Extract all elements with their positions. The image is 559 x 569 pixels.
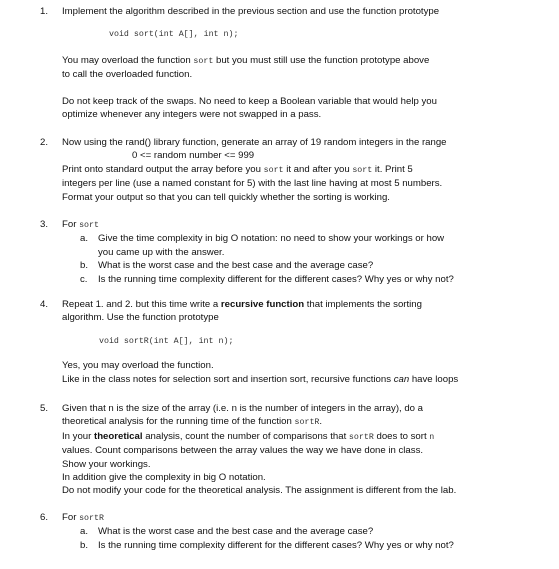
item-2-text: Now using the rand() library function, generate an array of 19 random integers in the range xyxy=(62,137,447,148)
do-not-modify-note: Do not modify your code for the theoretical analysis. The assignment is different from the lab. xyxy=(62,485,457,497)
item-number: 1. xyxy=(40,6,49,17)
print-instructions-cont: integers per line (use a named constant for 5) with the last line having at most 5 numbers. xyxy=(62,178,443,190)
sub-item-b: b. What is the worst case and the best case and the average case? xyxy=(80,260,374,272)
item-5-text-cont: theoretical analysis for the running time of the function sortR. xyxy=(62,416,323,428)
item-number: 4. xyxy=(40,299,49,310)
item-1-text: Implement the algorithm described in the previous section and use the function prototype xyxy=(62,6,440,17)
print-instructions: Print onto standard output the array before you sort it and after you sort it. Print 5 xyxy=(62,163,413,175)
item-number: 2. xyxy=(40,137,49,148)
item-4-text-cont: algorithm. Use the function prototype xyxy=(62,312,219,324)
overload-allowed-note: Yes, you may overload the function. xyxy=(62,360,214,372)
show-workings-note: Show your workings. xyxy=(62,458,151,470)
swaps-note-cont: optimize whenever any integers were not swapped in a pass. xyxy=(62,109,322,121)
item-3-text: For sort xyxy=(62,219,99,230)
sub-item-b: b. Is the running time complexity different for the different cases? Why yes or why not? xyxy=(80,539,454,551)
swaps-note: Do not keep track of the swaps. No need to keep a Boolean variable that would help you xyxy=(62,95,437,107)
sub-item-a: a. Give the time complexity in big O notation: no need to show your workings or how xyxy=(80,233,445,245)
range-condition: 0 <= random number <= 999 xyxy=(132,150,255,162)
sort-prototype-code: void sort(int A[], int n); xyxy=(109,30,239,40)
loops-note: Like in the class notes for selection sort and insertion sort, recursive functions can have loops xyxy=(62,373,459,385)
item-4-text: Repeat 1. and 2. but this time write a recursive function that implements the sorting xyxy=(62,299,422,310)
item-5-text: Given that n is the size of the array (i.e. n is the number of integers in the array), do a xyxy=(62,403,424,414)
theoretical-analysis-note: In your theoretical analysis, count the number of comparisons that sortR does to sort n xyxy=(62,430,435,442)
item-number: 5. xyxy=(40,403,49,414)
overload-note: You may overload the function sort but you must still use the function prototype above xyxy=(62,54,430,66)
sub-item-c: c. Is the running time complexity different for the different cases? Why yes or why not? xyxy=(80,273,454,285)
item-number: 6. xyxy=(40,512,49,523)
format-instructions: Format your output so that you can tell quickly whether the sorting is working. xyxy=(62,191,390,203)
sortR-prototype-code: void sortR(int A[], int n); xyxy=(99,336,234,346)
item-number: 3. xyxy=(40,219,49,230)
item-6-text: For sortR xyxy=(62,512,104,523)
overload-note-cont: to call the overloaded function. xyxy=(62,69,193,81)
sub-item-a: a. What is the worst case and the best case and the average case? xyxy=(80,526,374,538)
count-comparisons-note: values. Count comparisons between the array values the way we have done in class. xyxy=(62,445,424,457)
big-o-note: In addition give the complexity in big O notation. xyxy=(62,472,266,484)
sub-item-a-cont: you came up with the answer. xyxy=(98,246,225,258)
